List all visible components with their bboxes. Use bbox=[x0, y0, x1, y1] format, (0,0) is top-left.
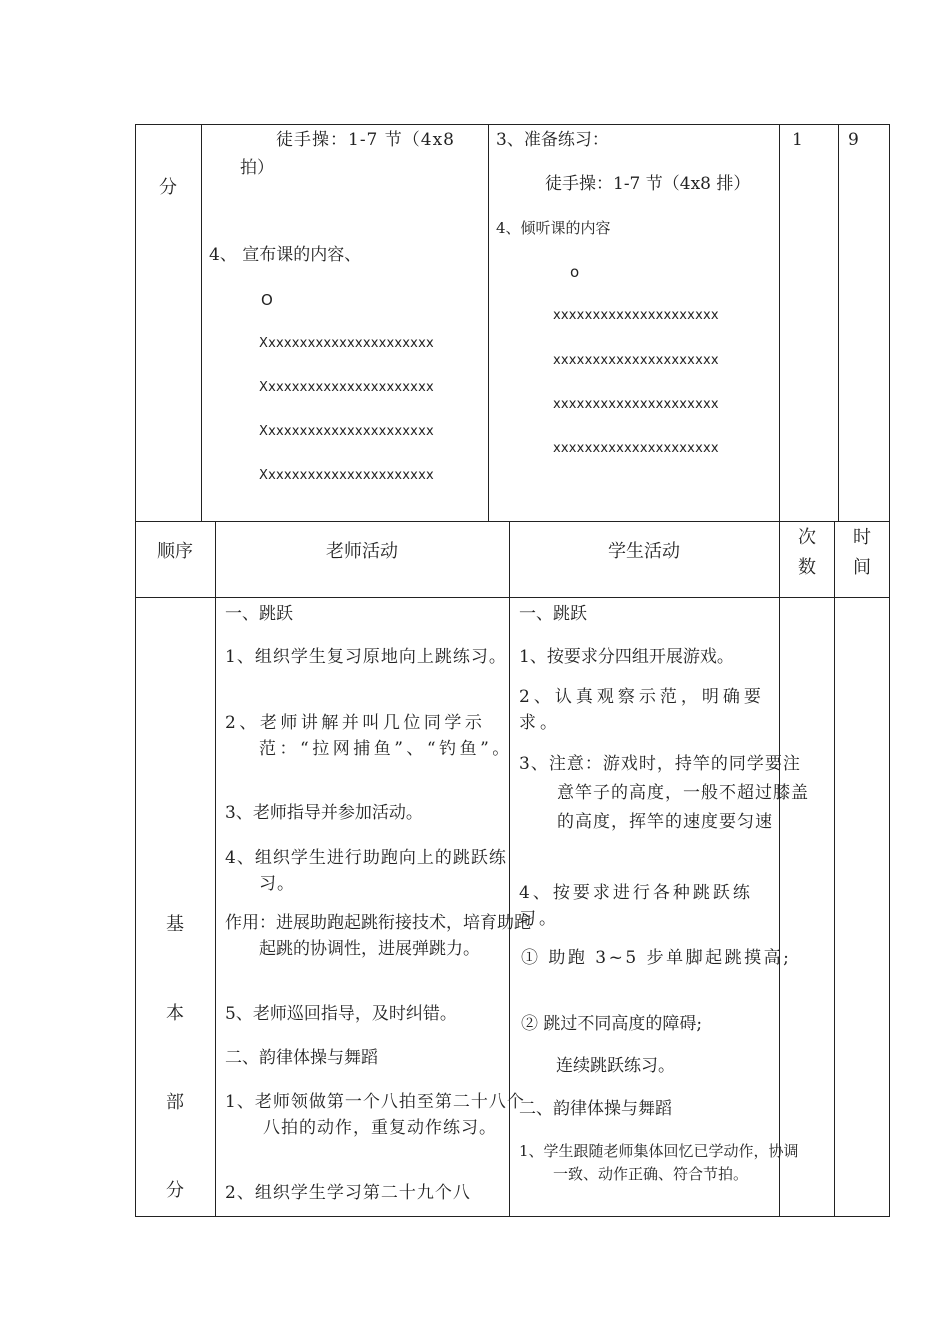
header-time-1: 时 bbox=[853, 527, 871, 548]
teacher-formation-row: Xxxxxxxxxxxxxxxxxxxxxx bbox=[259, 468, 434, 483]
student-exercise: 徒手操：1-7 节（4x8 排） bbox=[545, 174, 751, 194]
teacher-announce: 4、 宣布课的内容、 bbox=[209, 245, 362, 265]
student-formation-row: xxxxxxxxxxxxxxxxxxxxx bbox=[553, 441, 719, 456]
student-listen: 4、倾听课的内容 bbox=[496, 219, 611, 237]
student-section-dance: 二、韵律体操与舞蹈 bbox=[519, 1099, 672, 1119]
header-teacher: 老师活动 bbox=[326, 541, 398, 562]
col-divider-1-top bbox=[201, 124, 202, 522]
right-border-main bbox=[889, 597, 890, 1217]
teacher-exercise-line1: 徒手操：1-7 节（4x8 bbox=[276, 130, 455, 150]
teacher-dance-item-2: 2、组织学生学习第二十九个八 bbox=[225, 1183, 471, 1203]
teacher-formation-row: Xxxxxxxxxxxxxxxxxxxxxx bbox=[259, 336, 434, 351]
teacher-exercise-line2: 拍） bbox=[240, 158, 274, 178]
side-char: 基 bbox=[166, 914, 184, 935]
student-formation-o: o bbox=[570, 263, 580, 281]
header-time-2: 间 bbox=[853, 557, 871, 578]
col-divider-3-main bbox=[779, 597, 780, 1217]
table-bottom-border bbox=[135, 1216, 890, 1217]
student-continuous: 连续跳跃练习。 bbox=[556, 1056, 675, 1076]
teacher-formation-row: Xxxxxxxxxxxxxxxxxxxxxx bbox=[259, 424, 434, 439]
header-count-2: 数 bbox=[798, 557, 816, 578]
left-border-top bbox=[135, 124, 136, 522]
teacher-formation-o: O bbox=[261, 291, 274, 309]
student-item-2: 2、认真观察示范，明确要求。 bbox=[519, 687, 765, 733]
col-divider-1-main bbox=[215, 597, 216, 1217]
header-student: 学生活动 bbox=[608, 541, 680, 562]
teacher-section-jump: 一、跳跃 bbox=[225, 604, 293, 624]
student-circled-2: ② 跳过不同高度的障碍; bbox=[521, 1014, 703, 1034]
top-count-value: 1 bbox=[792, 130, 803, 150]
student-circled-1: ① 助跑 3~5 步单脚起跳摸高; bbox=[521, 948, 792, 968]
col-divider-4-main bbox=[834, 597, 835, 1217]
student-formation-row: xxxxxxxxxxxxxxxxxxxxx bbox=[553, 353, 719, 368]
side-char: 分 bbox=[166, 1180, 184, 1201]
student-dance-item-1: 1、学生跟随老师集体回忆已学动作，协调一致、动作正确、符合节拍。 bbox=[519, 1142, 799, 1183]
student-item-3: 3、注意：游戏时，持竿的同学要注意竿子的高度，一般不超过膝盖的高度，挥竿的速度要匀速 bbox=[519, 754, 809, 832]
teacher-item-4: 4、组织学生进行助跑向上的跳跃练习。 bbox=[225, 848, 507, 894]
teacher-section-dance: 二、韵律体操与舞蹈 bbox=[225, 1048, 378, 1068]
header-count-1: 次 bbox=[798, 527, 816, 548]
top-time-value: 9 bbox=[848, 130, 859, 150]
teacher-item-3: 3、老师指导并参加活动。 bbox=[225, 803, 423, 823]
student-item-1: 1、按要求分四组开展游戏。 bbox=[519, 647, 734, 667]
col-divider-2-top bbox=[488, 124, 489, 522]
student-prep: 3、准备练习： bbox=[496, 130, 609, 150]
col-divider-3-top bbox=[779, 124, 780, 522]
right-border-top bbox=[889, 124, 890, 522]
teacher-item-2: 2、老师讲解并叫几位同学示范：“拉网捕鱼”、“钓鱼”。 bbox=[225, 713, 513, 759]
student-formation-row: xxxxxxxxxxxxxxxxxxxxx bbox=[553, 308, 719, 323]
teacher-effect: 作用：进展助跑起跳衔接技术，培育助跑起跳的协调性，进展弹跳力。 bbox=[225, 913, 531, 959]
teacher-formation-row: Xxxxxxxxxxxxxxxxxxxxxx bbox=[259, 380, 434, 395]
teacher-item-5: 5、老师巡回指导，及时纠错。 bbox=[225, 1004, 457, 1024]
teacher-dance-item-1: 1、老师领做第一个八拍至第二十八个八拍的动作，重复动作练习。 bbox=[225, 1092, 525, 1138]
student-formation-row: xxxxxxxxxxxxxxxxxxxxx bbox=[553, 397, 719, 412]
teacher-item-1: 1、组织学生复习原地向上跳练习。 bbox=[225, 647, 507, 667]
section-char-top: 分 bbox=[159, 177, 177, 198]
left-border-main bbox=[135, 597, 136, 1217]
col-divider-4-top bbox=[838, 124, 839, 522]
student-section-jump: 一、跳跃 bbox=[519, 604, 587, 624]
side-char: 部 bbox=[166, 1092, 184, 1113]
top-border bbox=[135, 124, 890, 125]
header-bottom-border bbox=[135, 597, 890, 598]
header-order: 顺序 bbox=[157, 541, 193, 562]
header-top-border bbox=[135, 521, 890, 522]
student-item-4: 4、按要求进行各种跳跃练习。 bbox=[519, 883, 753, 929]
side-char: 本 bbox=[166, 1003, 184, 1024]
